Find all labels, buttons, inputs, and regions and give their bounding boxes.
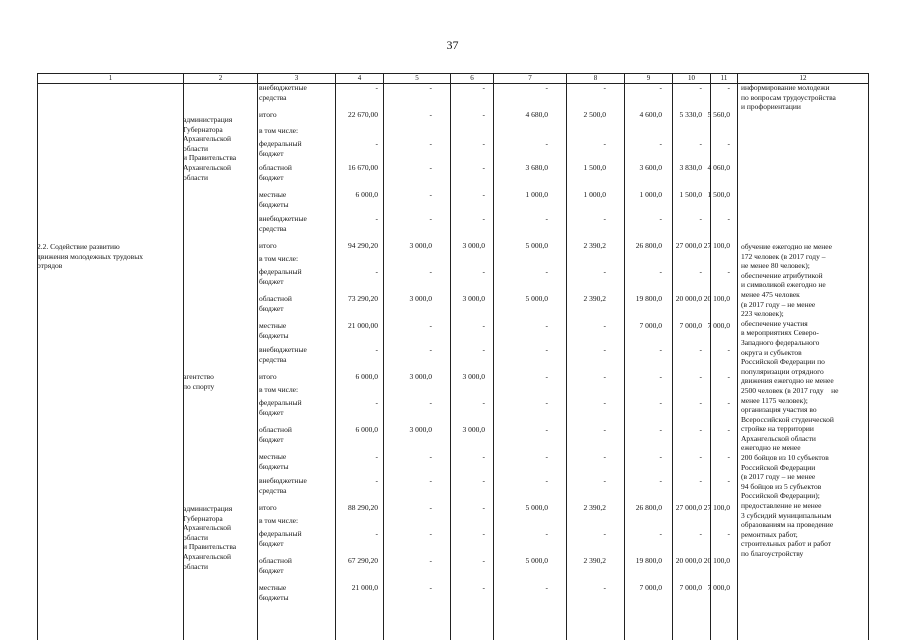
value-cell: -: [603, 214, 606, 223]
value-cell: -: [727, 139, 730, 148]
value-cell: -: [699, 83, 702, 92]
value-cell: 1 000,0: [639, 190, 662, 199]
value-cell: -: [699, 398, 702, 407]
value-cell: 73 290,20: [348, 294, 378, 303]
value-cell: -: [545, 267, 548, 276]
value-cell: 26 800,0: [635, 503, 662, 512]
value-cell: 3 000,0: [409, 372, 432, 381]
value-cell: 20 000,0: [675, 556, 702, 565]
value-cell: 5 000,0: [525, 241, 548, 250]
value-cell: -: [375, 452, 378, 461]
value-cell: -: [727, 476, 730, 485]
row-label: внебюджетные средства: [259, 83, 307, 102]
value-cell: 5 000,0: [525, 503, 548, 512]
value-cell: -: [659, 345, 662, 354]
row-label: местные бюджеты: [259, 190, 289, 209]
value-cell: -: [429, 345, 432, 354]
header-col-8: 8: [566, 74, 624, 83]
value-cell: -: [603, 476, 606, 485]
value-cell: 3 600,0: [639, 163, 662, 172]
row-label: внебюджетные средства: [259, 476, 307, 495]
value-cell: 67 290,20: [348, 556, 378, 565]
column-divider: [868, 83, 869, 640]
value-cell: 3 000,0: [462, 425, 485, 434]
value-cell: 3 000,0: [409, 294, 432, 303]
value-cell: 5 000,0: [525, 294, 548, 303]
value-cell: -: [603, 529, 606, 538]
value-cell: 94 290,20: [348, 241, 378, 250]
value-cell: -: [545, 398, 548, 407]
value-cell: -: [482, 503, 485, 512]
responsible-agency-sport: агентство по спорту: [183, 372, 215, 391]
value-cell: 4 680,0: [525, 110, 548, 119]
row-label: внебюджетные средства: [259, 214, 307, 233]
value-cell: -: [603, 83, 606, 92]
value-cell: -: [482, 556, 485, 565]
row-label: в том числе:: [259, 126, 299, 135]
value-cell: 3 000,0: [409, 425, 432, 434]
value-cell: -: [727, 452, 730, 461]
value-cell: -: [375, 476, 378, 485]
value-cell: 20 000,0: [675, 294, 702, 303]
value-cell: 21 000,00: [348, 321, 378, 330]
value-cell: 3 830,0: [679, 163, 702, 172]
value-cell: 19 800,0: [635, 294, 662, 303]
value-cell: -: [482, 190, 485, 199]
value-cell: -: [603, 267, 606, 276]
value-cell: -: [699, 529, 702, 538]
value-cell: -: [482, 321, 485, 330]
value-cell: -: [699, 267, 702, 276]
row-label: местные бюджеты: [259, 583, 289, 602]
row-label: областной бюджет: [259, 556, 292, 575]
row-label: областной бюджет: [259, 163, 292, 182]
value-cell: -: [603, 398, 606, 407]
value-cell: -: [429, 214, 432, 223]
value-cell: -: [375, 267, 378, 276]
value-cell: -: [429, 163, 432, 172]
row-label: федеральный бюджет: [259, 398, 302, 417]
value-cell: -: [545, 345, 548, 354]
value-cell: 2 390,2: [583, 503, 606, 512]
value-cell: 1 500,0: [679, 190, 702, 199]
value-cell: 1 000,0: [525, 190, 548, 199]
value-cell: -: [482, 398, 485, 407]
value-cell: 21 000,0: [351, 583, 378, 592]
value-cell: -: [545, 214, 548, 223]
value-cell: -: [482, 267, 485, 276]
column-divider: [183, 83, 184, 640]
value-cell: 6 000,0: [355, 425, 378, 434]
value-cell: -: [699, 139, 702, 148]
value-cell: -: [429, 476, 432, 485]
value-cell: -: [375, 529, 378, 538]
value-cell: -: [375, 83, 378, 92]
value-cell: 2 390,2: [583, 294, 606, 303]
value-cell: 19 800,0: [635, 556, 662, 565]
responsible-admin-2: администрация Губернатора Архангельской области и Правительства Архангельской области: [183, 504, 237, 571]
value-cell: -: [482, 476, 485, 485]
header-col-3: 3: [257, 74, 335, 83]
value-cell: -: [699, 214, 702, 223]
column-divider: [37, 83, 38, 640]
value-cell: -: [603, 345, 606, 354]
value-cell: -: [482, 163, 485, 172]
header-col-6: 6: [450, 74, 493, 83]
row-label: итого: [259, 503, 277, 512]
value-cell: -: [727, 345, 730, 354]
value-cell: -: [429, 452, 432, 461]
value-cell: 20 100,0: [703, 556, 730, 565]
value-cell: -: [659, 267, 662, 276]
value-cell: -: [545, 452, 548, 461]
row-label: в том числе:: [259, 516, 299, 525]
row-label: в том числе:: [259, 385, 299, 394]
value-cell: 1 500,0: [707, 190, 730, 199]
header-col-5: 5: [383, 74, 450, 83]
value-cell: 7 000,0: [679, 321, 702, 330]
value-cell: -: [545, 372, 548, 381]
page-number: 37: [446, 38, 459, 52]
value-cell: -: [727, 372, 730, 381]
value-cell: -: [482, 452, 485, 461]
value-cell: 16 670,00: [348, 163, 378, 172]
value-cell: -: [375, 345, 378, 354]
column-divider: [257, 83, 258, 640]
value-cell: 7 000,0: [707, 583, 730, 592]
value-cell: 88 290,20: [348, 503, 378, 512]
value-cell: 6 000,0: [355, 190, 378, 199]
value-cell: -: [429, 139, 432, 148]
value-cell: -: [699, 345, 702, 354]
value-cell: -: [545, 139, 548, 148]
value-cell: 2 390,2: [583, 241, 606, 250]
value-cell: -: [603, 372, 606, 381]
value-cell: 7 000,0: [707, 321, 730, 330]
value-cell: -: [727, 214, 730, 223]
value-cell: -: [603, 139, 606, 148]
item-2-2-title: 2.2. Содействие развитию движения молодежных трудовых отрядов: [37, 242, 144, 271]
value-cell: -: [482, 139, 485, 148]
header-col-12: 12: [737, 74, 869, 83]
note-top: информирование молодежи по вопросам трудоустройства и профориентации: [741, 83, 836, 112]
value-cell: -: [429, 398, 432, 407]
value-cell: 27 100,0: [703, 503, 730, 512]
row-label: областной бюджет: [259, 425, 292, 444]
value-cell: 5 000,0: [525, 556, 548, 565]
value-cell: 4 060,0: [707, 163, 730, 172]
value-cell: -: [699, 452, 702, 461]
note-main: обучение ежегодно не менее 172 человек (в 2017 году – не менее 80 человек); обеспечение атрибутикой и символикой ежегодно не менее 475 человек (в 2017 году – не менее 223 человек); обеспечение участия в мероприятиях Северо- Западного федерального округа и субъектов Российской Федерации по популяризации отрядного движения ежегодно не менее 2500 человек (в 2017 году не менее 1175 человек); организация участия во Всероссийской студенческой стройке на территории Архангельской области ежегодно не менее 200 бойцов из 10 субъектов Российской Федерации (в 2017 году – не менее 94 бойцов из 5 субъектов Российской Федерации); предоставление не менее 3 субсидий муниципальным образованиям на проведение ремонтных работ, строительных работ и работ по благоустройству: [741, 242, 839, 558]
row-label: местные бюджеты: [259, 321, 289, 340]
row-label: итого: [259, 372, 277, 381]
value-cell: -: [375, 214, 378, 223]
header-col-7: 7: [493, 74, 566, 83]
value-cell: -: [659, 529, 662, 538]
value-cell: -: [659, 139, 662, 148]
value-cell: -: [727, 83, 730, 92]
value-cell: -: [659, 214, 662, 223]
row-label: в том числе:: [259, 254, 299, 263]
value-cell: 27 000,0: [675, 241, 702, 250]
row-label: итого: [259, 110, 277, 119]
value-cell: -: [659, 372, 662, 381]
value-cell: -: [545, 425, 548, 434]
value-cell: 22 670,00: [348, 110, 378, 119]
value-cell: 3 000,0: [462, 294, 485, 303]
value-cell: 3 680,0: [525, 163, 548, 172]
value-cell: -: [429, 583, 432, 592]
value-cell: -: [482, 110, 485, 119]
value-cell: -: [659, 398, 662, 407]
value-cell: -: [699, 372, 702, 381]
value-cell: -: [429, 556, 432, 565]
value-cell: -: [375, 398, 378, 407]
value-cell: -: [482, 83, 485, 92]
value-cell: 5 560,0: [707, 110, 730, 119]
value-cell: -: [699, 425, 702, 434]
value-cell: -: [429, 190, 432, 199]
value-cell: 5 330,0: [679, 110, 702, 119]
header-col-10: 10: [672, 74, 710, 83]
row-label: внебюджетные средства: [259, 345, 307, 364]
value-cell: 27 100,0: [703, 241, 730, 250]
value-cell: -: [429, 503, 432, 512]
value-cell: 3 000,0: [462, 372, 485, 381]
value-cell: 27 000,0: [675, 503, 702, 512]
value-cell: -: [482, 214, 485, 223]
header-col-9: 9: [624, 74, 672, 83]
value-cell: -: [482, 529, 485, 538]
value-cell: -: [482, 583, 485, 592]
row-label: федеральный бюджет: [259, 267, 302, 286]
value-cell: -: [659, 452, 662, 461]
row-label: федеральный бюджет: [259, 139, 302, 158]
value-cell: 7 000,0: [679, 583, 702, 592]
value-cell: -: [545, 83, 548, 92]
responsible-admin-1: администрация Губернатора Архангельской области и Правительства Архангельской области: [183, 115, 237, 182]
value-cell: 7 000,0: [639, 321, 662, 330]
value-cell: -: [659, 425, 662, 434]
value-cell: 7 000,0: [639, 583, 662, 592]
value-cell: 1 500,0: [583, 163, 606, 172]
value-cell: -: [659, 476, 662, 485]
value-cell: -: [429, 83, 432, 92]
row-label: федеральный бюджет: [259, 529, 302, 548]
value-cell: -: [545, 321, 548, 330]
value-cell: -: [603, 425, 606, 434]
header-col-1: 1: [37, 74, 183, 83]
value-cell: 2 390,2: [583, 556, 606, 565]
value-cell: 4 600,0: [639, 110, 662, 119]
row-label: местные бюджеты: [259, 452, 289, 471]
row-label: областной бюджет: [259, 294, 292, 313]
value-cell: 26 800,0: [635, 241, 662, 250]
value-cell: -: [429, 529, 432, 538]
value-cell: -: [545, 583, 548, 592]
column-divider: [737, 83, 738, 640]
header-col-2: 2: [183, 74, 257, 83]
header-col-11: 11: [710, 74, 737, 83]
value-cell: -: [727, 425, 730, 434]
value-cell: -: [482, 345, 485, 354]
value-cell: 1 000,0: [583, 190, 606, 199]
value-cell: 2 500,0: [583, 110, 606, 119]
value-cell: 3 000,0: [462, 241, 485, 250]
value-cell: -: [699, 476, 702, 485]
value-cell: -: [545, 529, 548, 538]
value-cell: 20 100,0: [703, 294, 730, 303]
value-cell: -: [603, 452, 606, 461]
value-cell: -: [375, 139, 378, 148]
value-cell: -: [727, 398, 730, 407]
value-cell: -: [429, 321, 432, 330]
header-col-4: 4: [335, 74, 383, 83]
value-cell: -: [727, 529, 730, 538]
value-cell: 3 000,0: [409, 241, 432, 250]
value-cell: -: [727, 267, 730, 276]
budget-table-body: [37, 83, 869, 640]
value-cell: 6 000,0: [355, 372, 378, 381]
value-cell: -: [429, 267, 432, 276]
value-cell: -: [429, 110, 432, 119]
value-cell: -: [603, 583, 606, 592]
value-cell: -: [603, 321, 606, 330]
value-cell: -: [545, 476, 548, 485]
value-cell: -: [659, 83, 662, 92]
row-label: итого: [259, 241, 277, 250]
